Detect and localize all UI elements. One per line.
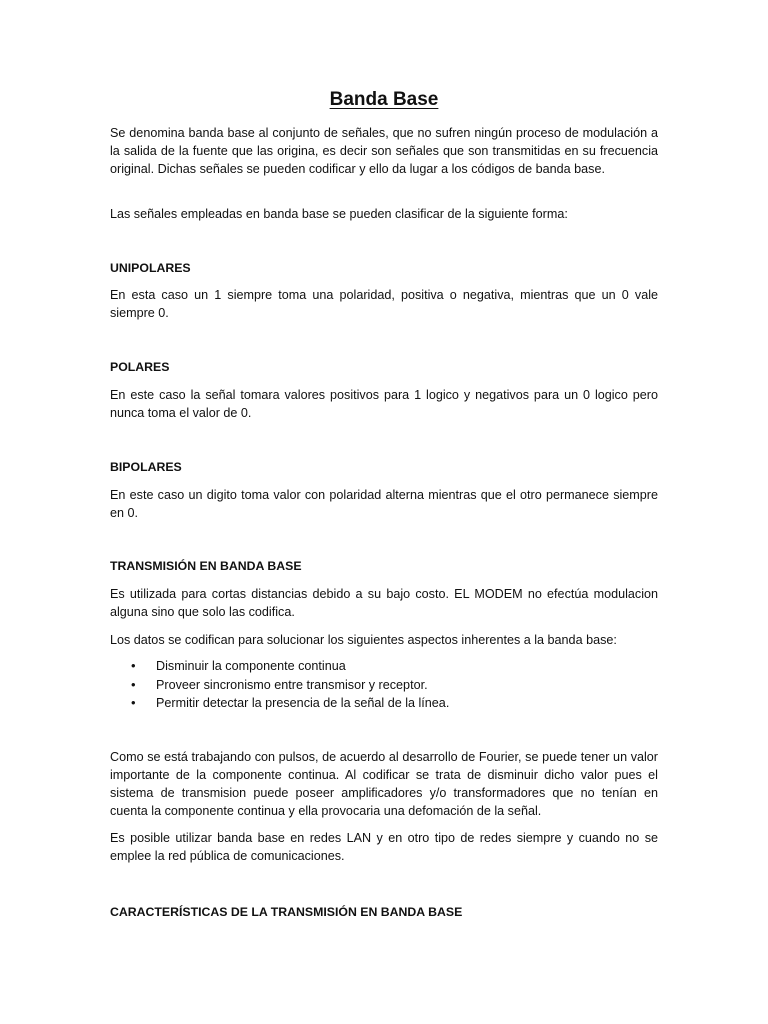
bullet-icon: •: [131, 695, 136, 710]
heading-caracteristicas: CARACTERÍSTICAS DE LA TRANSMISIÓN EN BANDA BASE: [110, 905, 463, 919]
aspects-list: [110, 657, 658, 713]
lan-paragraph: Es posible utilizar banda base en redes LAN y en otro tipo de redes siempre y cuando no se emplee la red pública de comunicaciones.: [110, 831, 658, 863]
list-item: [110, 694, 658, 713]
list-item-text: Permitir detectar la presencia de la señal de la línea.: [156, 696, 450, 710]
list-item-text: Proveer sincronismo entre transmisor y receptor.: [156, 677, 428, 692]
heading-unipolares: UNIPOLARES: [110, 261, 191, 275]
fourier-paragraph: Como se está trabajando con pulsos, de acuerdo al desarrollo de Fourier, se puede tener un valor importante de la componente continua. Al codificar se trata de disminuir dicho valor pues el sistema de transmision puede poseer amplificadores y/o transformadores que no tenían en cuenta la componente continua y ella provocaria una defomación de la señal.: [110, 750, 658, 818]
list-item: [110, 657, 658, 676]
classification-paragraph: Las señales empleadas en banda base se pueden clasificar de la siguiente forma:: [110, 207, 568, 221]
transmision-paragraph: Es utilizada para cortas distancias debido a su bajo costo. EL MODEM no efectúa modulacion alguna sino que solo las codifica.: [110, 587, 658, 619]
list-item-text: Disminuir la componente continua: [156, 659, 346, 673]
heading-transmision: TRANSMISIÓN EN BANDA BASE: [110, 559, 302, 573]
bullet-icon: •: [131, 676, 136, 692]
list-item: [110, 676, 658, 695]
bullet-icon: •: [131, 658, 136, 673]
heading-bipolares: BIPOLARES: [110, 460, 182, 474]
polares-paragraph: En este caso la señal tomara valores positivos para 1 logico y negativos para un 0 logico pero nunca toma el valor de 0.: [110, 388, 658, 420]
bipolares-paragraph: En este caso un digito toma valor con polaridad alterna mientras que el otro permanece siempre en 0.: [110, 488, 658, 520]
heading-polares: POLARES: [110, 360, 170, 374]
intro-paragraph: Se denomina banda base al conjunto de señales, que no sufren ningún proceso de modulación a la salida de la fuente que las origina, es decir son señales que son transmitidas en su frecuencia original. Dichas señales se pueden codificar y ello da lugar a los códigos de banda base.: [110, 126, 658, 176]
document-title: Banda Base: [329, 89, 439, 110]
aspects-intro-paragraph: Los datos se codifican para solucionar los siguientes aspectos inherentes a la banda base:: [110, 633, 617, 647]
unipolares-paragraph: En esta caso un 1 siempre toma una polaridad, positiva o negativa, mientras que un 0 vale siempre 0.: [110, 288, 658, 320]
